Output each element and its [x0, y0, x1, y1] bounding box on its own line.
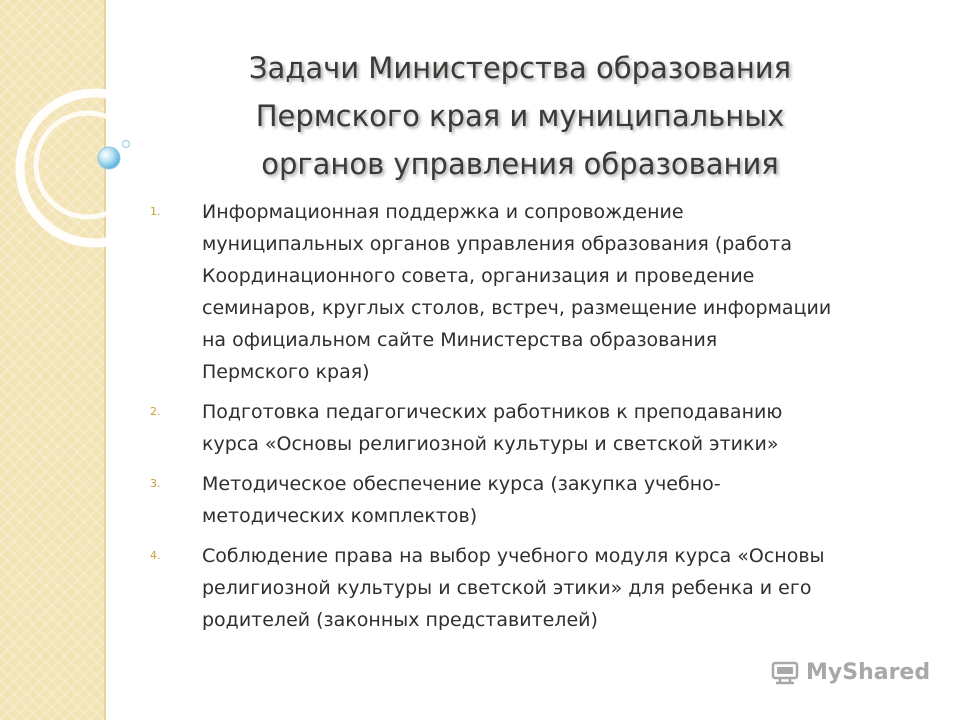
title-line: Пермского края и муниципальных [255, 99, 785, 133]
myshared-watermark [770, 656, 930, 688]
watermark-text: MyShared [806, 659, 931, 685]
task-list [150, 196, 930, 644]
task-text: Соблюдение права на выбор учебного модуля курса «Основы религиозной культуры и светской этики» для ребенка и его родителей (законных представителей) [202, 545, 825, 631]
task-text: Информационная поддержка и сопровождение муниципальных органов управления образования (работа Координационного совета, организация и проведение семинаров, круглых столов, встреч, размещение информации на официальном сайте Министерства образования Пермского края) [202, 201, 832, 383]
task-text: Методическое обеспечение курса (закупка учебно- методических комплектов) [202, 473, 721, 527]
task-item [150, 396, 930, 460]
task-text: Подготовка педагогических работников к преподаванию курса «Основы религиозной культуры и светской этики» [202, 401, 783, 455]
task-item [150, 196, 930, 388]
title-line: органов управления образования [261, 147, 779, 181]
decorative-side-band [0, 0, 104, 720]
task-item [150, 540, 930, 636]
tiny-bubble-decoration [123, 141, 130, 148]
task-item [150, 468, 930, 532]
title-line: Задачи Министерства образования [248, 51, 792, 85]
slide-title [150, 44, 890, 188]
task-number: 1. [150, 205, 161, 218]
side-band-edge [104, 0, 106, 720]
task-number: 4. [150, 549, 161, 562]
myshared-logo-icon [770, 659, 800, 685]
task-number: 3. [150, 477, 161, 490]
task-number: 2. [150, 405, 161, 418]
